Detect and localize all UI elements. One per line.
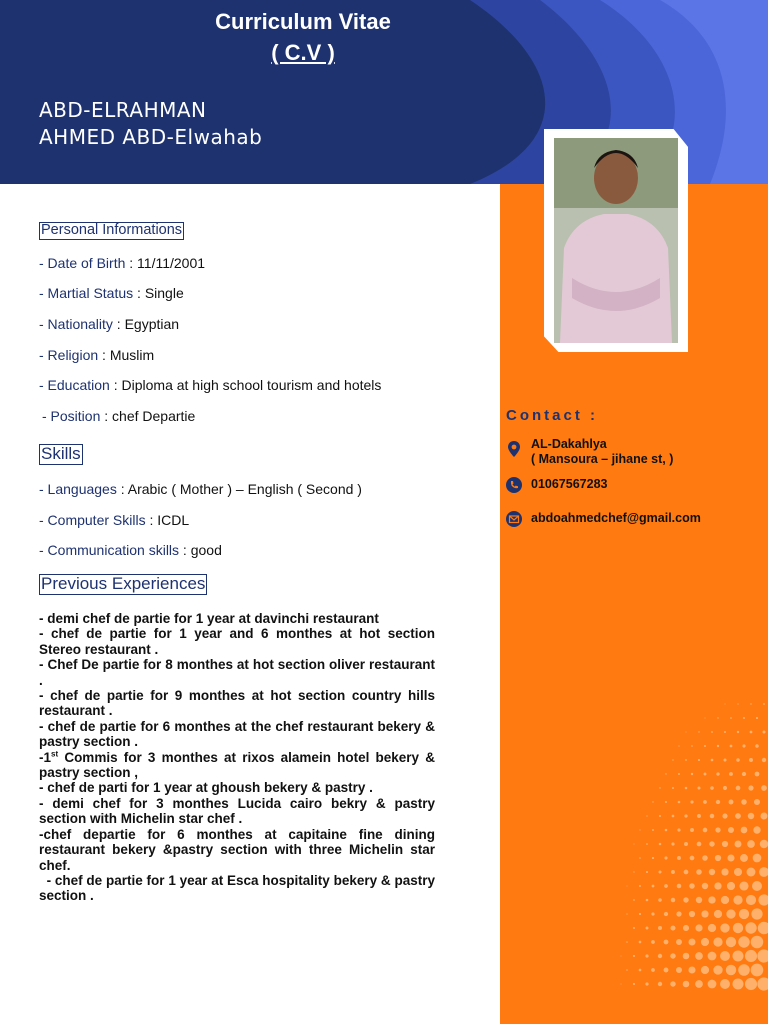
experience-item: - chef de partie for 6 monthes at the chef restaurant bekery & pastry section . — [39, 718, 435, 750]
nationality-value: Egyptian — [124, 316, 180, 332]
cv-subtitle: ( C.V ) — [271, 40, 335, 65]
education-value: Diploma at high school tourism and hotels — [121, 377, 382, 393]
section-title-skills: Skills — [41, 444, 81, 463]
cv-title: Curriculum Vitae — [215, 9, 391, 34]
experience-text: Commis for 3 monthes at rixos alamein hotel bekery & pastry section , — [39, 749, 435, 781]
location-pin-icon — [506, 441, 522, 457]
position-separator: : — [100, 408, 113, 424]
status-row — [39, 285, 184, 301]
dob-value: 11/11/2001 — [137, 255, 206, 271]
section-title-experience: Previous Experiences — [41, 574, 206, 593]
experience-item: - chef de partie for 1 year at Esca hospitality bekery & pastry section . — [39, 872, 439, 904]
profile-photo-frame — [544, 129, 688, 352]
religion-row — [39, 347, 154, 363]
status-separator: : — [133, 285, 145, 301]
ordinal-superscript: st — [51, 749, 59, 759]
nationality-row — [39, 316, 179, 332]
computer-skills-label: - Computer Skills — [39, 512, 146, 528]
profile-photo — [554, 138, 678, 343]
dob-label: - Date of Birth — [39, 255, 126, 271]
email-icon — [506, 511, 522, 527]
position-value: chef Departie — [112, 408, 196, 424]
education-row — [39, 377, 381, 393]
dob-row — [39, 255, 205, 271]
experience-item — [39, 750, 435, 781]
phone-number[interactable]: 01067567283 — [531, 477, 608, 491]
experience-item: - chef de partie for 9 monthes at hot section country hills restaurant . — [39, 688, 435, 719]
education-separator: : — [109, 377, 122, 393]
languages-row — [39, 481, 362, 497]
nationality-label: - Nationality — [39, 316, 113, 332]
languages-label: - Languages — [39, 481, 117, 497]
experience-list — [39, 611, 439, 904]
communication-row — [39, 542, 222, 558]
communication-label: - Communication skills — [39, 542, 180, 558]
section-title-personal: Personal Informations — [41, 222, 183, 238]
languages-value: Arabic ( Mother ) – English ( Second ) — [127, 481, 362, 497]
religion-value: Muslim — [109, 347, 155, 363]
name-line-2: AHMED ABD-Elwahab — [39, 125, 263, 149]
experience-item: - Chef De partie for 8 monthes at hot section oliver restaurant . — [39, 657, 435, 688]
computer-skills-value: ICDL — [157, 512, 190, 528]
experience-item: - chef de parti for 1 year at ghoush bekery & pastry . — [39, 780, 373, 796]
experience-item: - chef de partie for 1 year and 6 monthes at hot section Stereo restaurant . — [39, 626, 435, 657]
dob-separator: : — [125, 255, 138, 271]
religion-label: - Religion — [39, 347, 99, 363]
computer-skills-separator: : — [145, 512, 158, 528]
status-value: Single — [144, 285, 184, 301]
address-line-2: ( Mansoura – jihane st, ) — [531, 452, 674, 466]
phone-icon — [506, 477, 522, 493]
experience-item: - demi chef de partie for 1 year at davinchi restaurant — [39, 611, 379, 626]
position-row — [42, 408, 195, 424]
communication-value: good — [190, 542, 222, 558]
experience-item: -chef departie for 6 monthes at capitaine fine dining restaurant bekery &pastry section with three Michelin star chef. — [39, 826, 435, 873]
contact-heading: Contact : — [506, 407, 598, 424]
languages-separator: : — [116, 481, 128, 497]
experience-prefix: -1 — [39, 749, 52, 765]
position-label: - Position — [42, 408, 101, 424]
communication-separator: : — [179, 542, 191, 558]
name-line-1: ABD-ELRAHMAN — [39, 98, 207, 122]
email-address[interactable]: abdoahmedchef@gmail.com — [531, 511, 701, 525]
address-line-1: AL-Dakahlya — [531, 437, 607, 451]
religion-separator: : — [98, 347, 110, 363]
nationality-separator: : — [112, 316, 125, 332]
education-label: - Education — [39, 377, 110, 393]
experience-item: - demi chef for 3 monthes Lucida cairo bekry & pastry section with Michelin star chef . — [39, 795, 435, 827]
status-label: - Martial Status — [39, 285, 134, 301]
computer-skills-row — [39, 512, 189, 528]
